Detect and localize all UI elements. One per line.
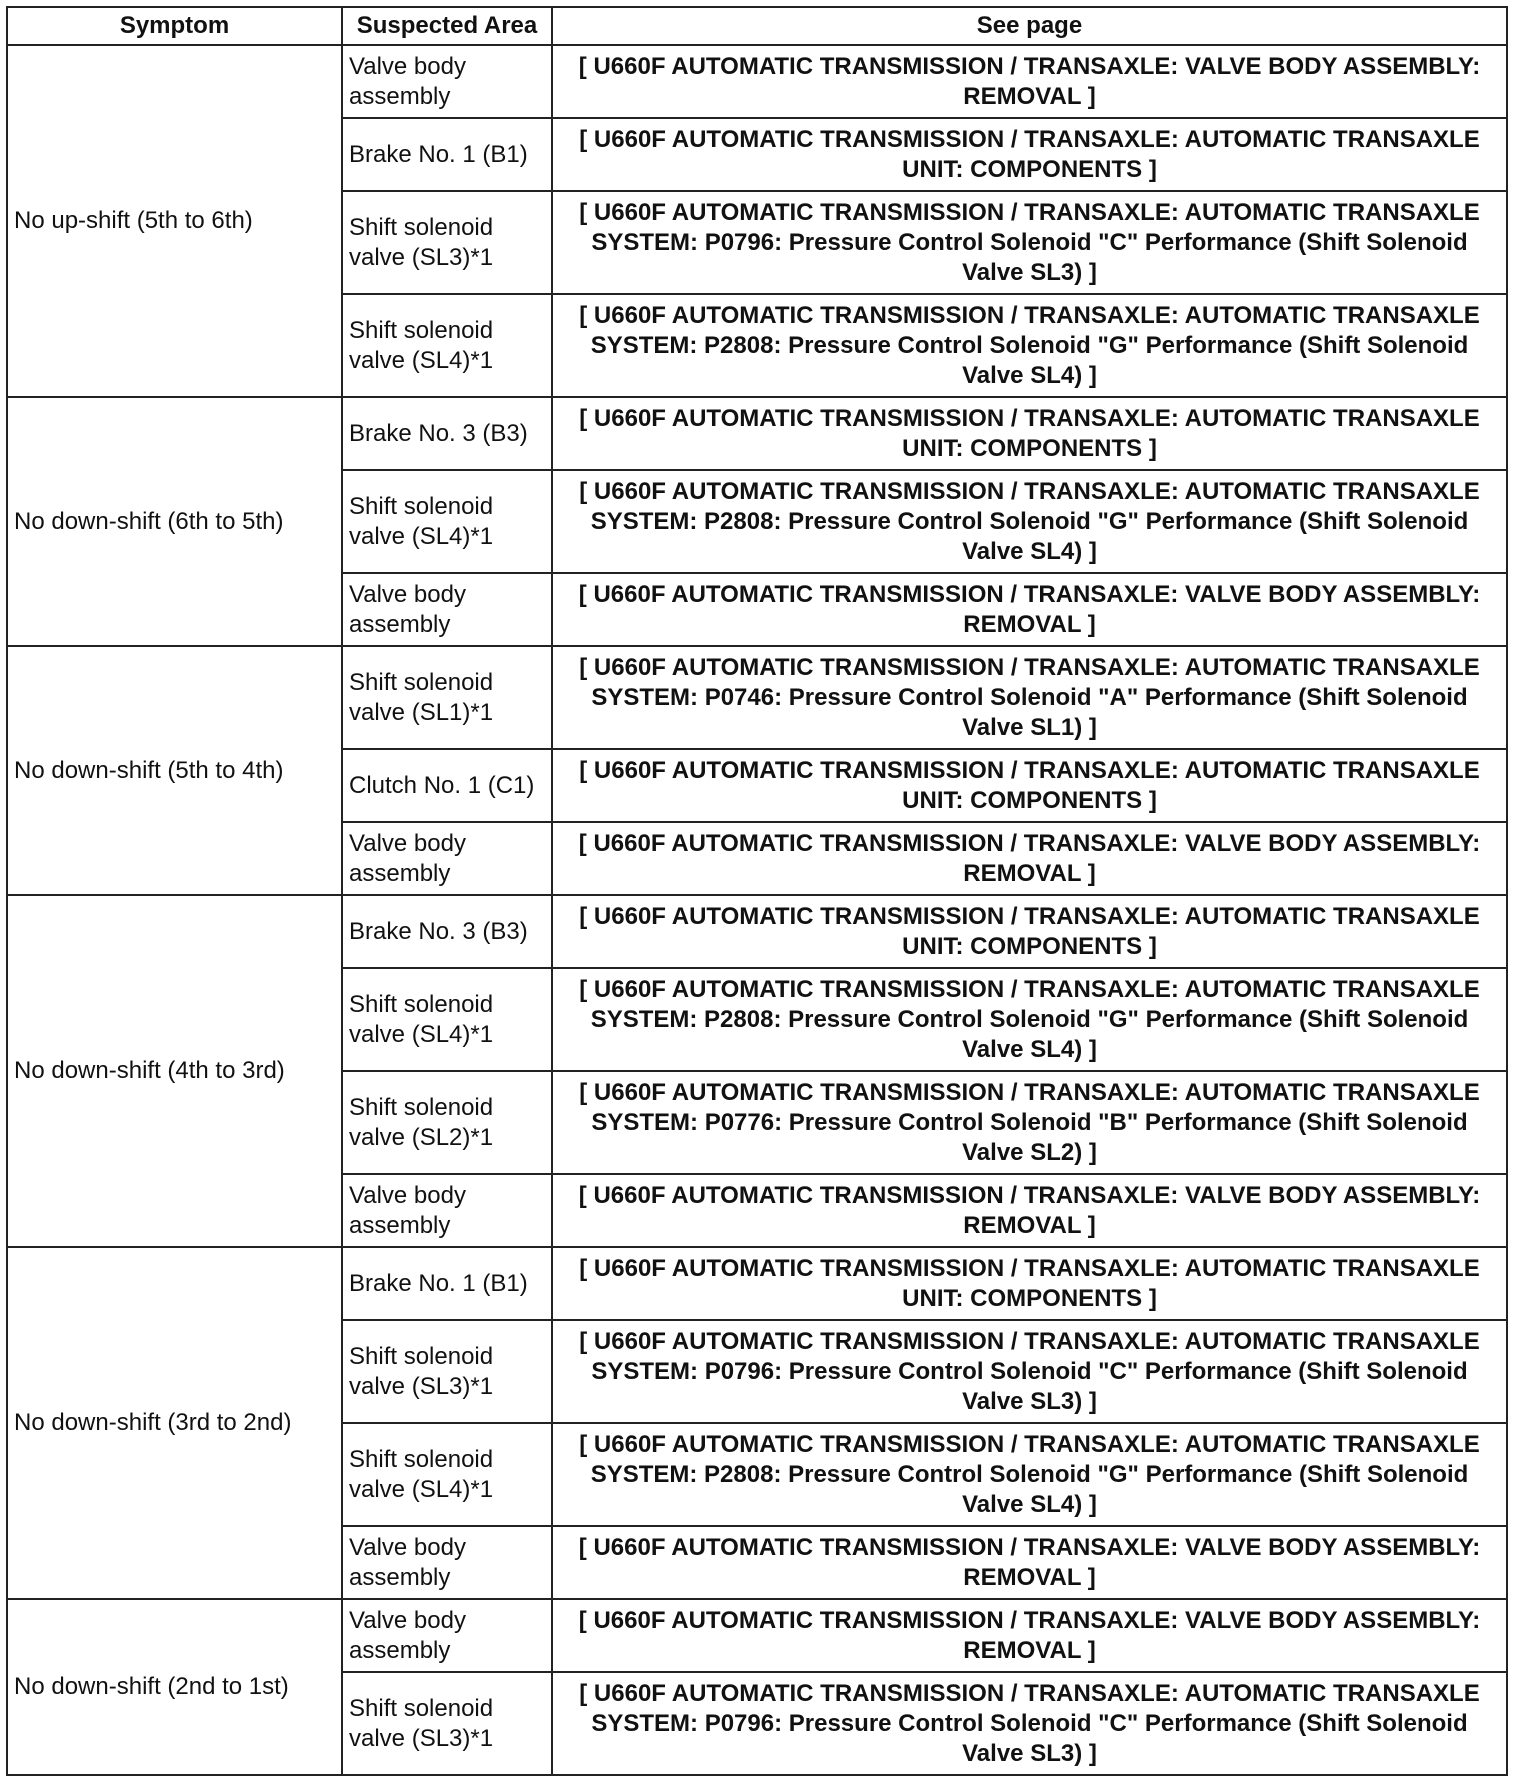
symptom-cell: No down-shift (4th to 3rd): [7, 895, 342, 1247]
see-page-link[interactable]: [ U660F AUTOMATIC TRANSMISSION / TRANSAXLE: AUTOMATIC TRANSAXLE UNIT: COMPONENTS ]: [552, 397, 1507, 470]
see-page-link[interactable]: [ U660F AUTOMATIC TRANSMISSION / TRANSAXLE: VALVE BODY ASSEMBLY: REMOVAL ]: [552, 1599, 1507, 1672]
suspected-area-cell: Shift solenoid valve (SL1)*1: [342, 646, 552, 749]
suspected-area-cell: Clutch No. 1 (C1): [342, 749, 552, 822]
see-page-link[interactable]: [ U660F AUTOMATIC TRANSMISSION / TRANSAXLE: AUTOMATIC TRANSAXLE SYSTEM: P0796: Pressure Control Solenoid "C" Performance (Shift Solenoid Valve SL3) ]: [552, 1672, 1507, 1775]
see-page-link[interactable]: [ U660F AUTOMATIC TRANSMISSION / TRANSAXLE: VALVE BODY ASSEMBLY: REMOVAL ]: [552, 45, 1507, 118]
suspected-area-cell: Shift solenoid valve (SL4)*1: [342, 470, 552, 573]
trouble-table: [6, 6, 1508, 1776]
suspected-area-cell: Brake No. 3 (B3): [342, 397, 552, 470]
header-symptom: Symptom: [7, 7, 342, 45]
symptom-cell: No down-shift (2nd to 1st): [7, 1599, 342, 1775]
table-row: [7, 1599, 1507, 1672]
symptom-cell: No up-shift (5th to 6th): [7, 45, 342, 397]
suspected-area-cell: Valve body assembly: [342, 573, 552, 646]
see-page-link[interactable]: [ U660F AUTOMATIC TRANSMISSION / TRANSAXLE: AUTOMATIC TRANSAXLE SYSTEM: P0796: Pressure Control Solenoid "C" Performance (Shift Solenoid Valve SL3) ]: [552, 191, 1507, 294]
see-page-link[interactable]: [ U660F AUTOMATIC TRANSMISSION / TRANSAXLE: AUTOMATIC TRANSAXLE UNIT: COMPONENTS ]: [552, 118, 1507, 191]
header-see-page: See page: [552, 7, 1507, 45]
suspected-area-cell: Brake No. 1 (B1): [342, 118, 552, 191]
see-page-link[interactable]: [ U660F AUTOMATIC TRANSMISSION / TRANSAXLE: VALVE BODY ASSEMBLY: REMOVAL ]: [552, 1526, 1507, 1599]
suspected-area-cell: Valve body assembly: [342, 822, 552, 895]
suspected-area-cell: Valve body assembly: [342, 1174, 552, 1247]
see-page-link[interactable]: [ U660F AUTOMATIC TRANSMISSION / TRANSAXLE: AUTOMATIC TRANSAXLE SYSTEM: P2808: Pressure Control Solenoid "G" Performance (Shift Solenoid Valve SL4) ]: [552, 294, 1507, 397]
table-row: [7, 646, 1507, 749]
suspected-area-cell: Shift solenoid valve (SL2)*1: [342, 1071, 552, 1174]
see-page-link[interactable]: [ U660F AUTOMATIC TRANSMISSION / TRANSAXLE: AUTOMATIC TRANSAXLE UNIT: COMPONENTS ]: [552, 895, 1507, 968]
header-row: [7, 7, 1507, 45]
document-page: [6, 6, 1506, 1776]
symptom-cell: No down-shift (3rd to 2nd): [7, 1247, 342, 1599]
see-page-link[interactable]: [ U660F AUTOMATIC TRANSMISSION / TRANSAXLE: AUTOMATIC TRANSAXLE SYSTEM: P2808: Pressure Control Solenoid "G" Performance (Shift Solenoid Valve SL4) ]: [552, 1423, 1507, 1526]
see-page-link[interactable]: [ U660F AUTOMATIC TRANSMISSION / TRANSAXLE: VALVE BODY ASSEMBLY: REMOVAL ]: [552, 822, 1507, 895]
see-page-link[interactable]: [ U660F AUTOMATIC TRANSMISSION / TRANSAXLE: AUTOMATIC TRANSAXLE SYSTEM: P2808: Pressure Control Solenoid "G" Performance (Shift Solenoid Valve SL4) ]: [552, 968, 1507, 1071]
suspected-area-cell: Valve body assembly: [342, 1599, 552, 1672]
suspected-area-cell: Shift solenoid valve (SL4)*1: [342, 294, 552, 397]
see-page-link[interactable]: [ U660F AUTOMATIC TRANSMISSION / TRANSAXLE: AUTOMATIC TRANSAXLE UNIT: COMPONENTS ]: [552, 749, 1507, 822]
suspected-area-cell: Shift solenoid valve (SL3)*1: [342, 1320, 552, 1423]
table-row: [7, 1247, 1507, 1320]
suspected-area-cell: Shift solenoid valve (SL4)*1: [342, 968, 552, 1071]
table-row: [7, 895, 1507, 968]
suspected-area-cell: Shift solenoid valve (SL3)*1: [342, 191, 552, 294]
see-page-link[interactable]: [ U660F AUTOMATIC TRANSMISSION / TRANSAXLE: AUTOMATIC TRANSAXLE SYSTEM: P0746: Pressure Control Solenoid "A" Performance (Shift Solenoid Valve SL1) ]: [552, 646, 1507, 749]
table-body: [7, 45, 1507, 1775]
header-suspected-area: Suspected Area: [342, 7, 552, 45]
see-page-link[interactable]: [ U660F AUTOMATIC TRANSMISSION / TRANSAXLE: VALVE BODY ASSEMBLY: REMOVAL ]: [552, 573, 1507, 646]
suspected-area-cell: Valve body assembly: [342, 45, 552, 118]
see-page-link[interactable]: [ U660F AUTOMATIC TRANSMISSION / TRANSAXLE: AUTOMATIC TRANSAXLE UNIT: COMPONENTS ]: [552, 1247, 1507, 1320]
symptom-cell: No down-shift (6th to 5th): [7, 397, 342, 646]
suspected-area-cell: Brake No. 3 (B3): [342, 895, 552, 968]
suspected-area-cell: Valve body assembly: [342, 1526, 552, 1599]
see-page-link[interactable]: [ U660F AUTOMATIC TRANSMISSION / TRANSAXLE: AUTOMATIC TRANSAXLE SYSTEM: P2808: Pressure Control Solenoid "G" Performance (Shift Solenoid Valve SL4) ]: [552, 470, 1507, 573]
suspected-area-cell: Shift solenoid valve (SL3)*1: [342, 1672, 552, 1775]
suspected-area-cell: Brake No. 1 (B1): [342, 1247, 552, 1320]
suspected-area-cell: Shift solenoid valve (SL4)*1: [342, 1423, 552, 1526]
see-page-link[interactable]: [ U660F AUTOMATIC TRANSMISSION / TRANSAXLE: VALVE BODY ASSEMBLY: REMOVAL ]: [552, 1174, 1507, 1247]
table-row: [7, 397, 1507, 470]
see-page-link[interactable]: [ U660F AUTOMATIC TRANSMISSION / TRANSAXLE: AUTOMATIC TRANSAXLE SYSTEM: P0776: Pressure Control Solenoid "B" Performance (Shift Solenoid Valve SL2) ]: [552, 1071, 1507, 1174]
table-row: [7, 45, 1507, 118]
see-page-link[interactable]: [ U660F AUTOMATIC TRANSMISSION / TRANSAXLE: AUTOMATIC TRANSAXLE SYSTEM: P0796: Pressure Control Solenoid "C" Performance (Shift Solenoid Valve SL3) ]: [552, 1320, 1507, 1423]
symptom-cell: No down-shift (5th to 4th): [7, 646, 342, 895]
